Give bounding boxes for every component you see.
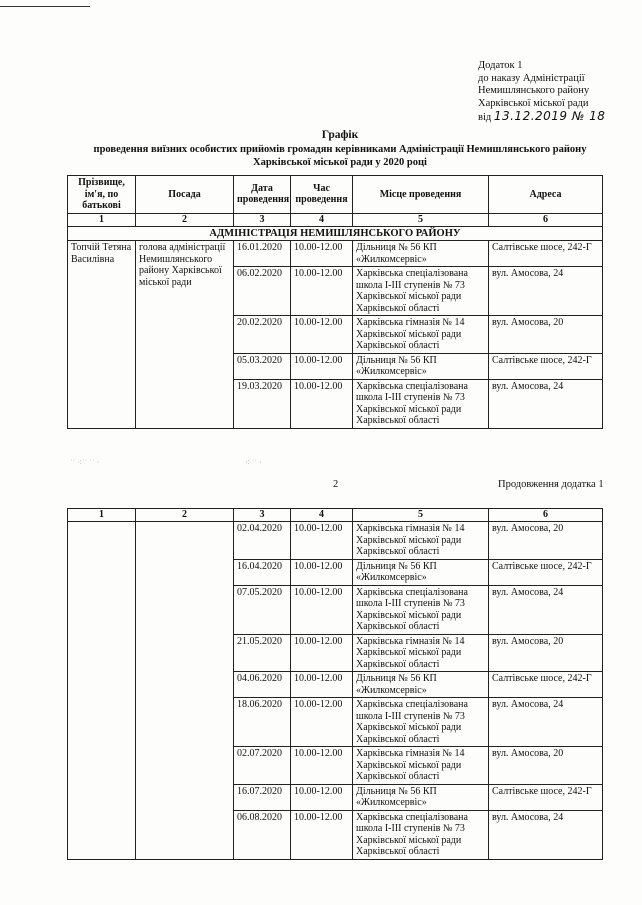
table-row [68,522,603,560]
row-date: 19.03.2020 [234,379,291,428]
column-number: 1 [68,509,136,522]
row-place: Харківська гімназія № 14 Харківської міської ради Харківської області [353,634,489,672]
scan-smudge: ⁖ ˙˙ · [245,458,262,467]
appendix-line-3: Немишлянського району [478,85,590,96]
row-address: вул. Амосова, 24 [489,698,603,747]
row-address: вул. Амосова, 24 [489,379,603,428]
column-number: 4 [291,213,353,226]
row-address: Салтівське шосе, 242-Г [489,784,603,810]
row-place: Харківська спеціалізована школа І-ІІІ ступенів № 73 Харківської міської ради Харківської області [353,267,489,316]
row-place: Дільниця № 56 КП «Жилкомсервіс» [353,353,489,379]
column-number: 3 [234,213,291,226]
person-position: голова адміністрації Немишлянського району Харківської міської ради [136,241,234,429]
row-place: Харківська гімназія № 14 Харківської міської ради Харківської області [353,316,489,354]
title-line-2: проведення виїзних особистих прийомів громадян керівниками Адміністрації Немишлянського району [93,143,587,155]
row-date: 05.03.2020 [234,353,291,379]
row-address: Салтівське шосе, 242-Г [489,353,603,379]
title-line-3: Харківської міської ради у 2020 році [253,157,427,168]
row-address: Салтівське шосе, 242-Г [489,672,603,698]
row-address: Салтівське шосе, 242-Г [489,559,603,585]
empty-position-cell [136,522,234,860]
column-number: 2 [136,213,234,226]
row-place: Дільниця № 56 КП «Жилкомсервіс» [353,241,489,267]
row-time: 10.00-12.00 [291,585,353,634]
appendix-date-prefix: від [478,112,492,123]
row-place: Харківська гімназія № 14 Харківської міської ради Харківської області [353,747,489,785]
column-number: 5 [353,213,489,226]
header-name: Прізвище, ім'я, по батькові [68,176,136,214]
row-time: 10.00-12.00 [291,698,353,747]
column-number: 6 [489,213,603,226]
page-number: 2 [333,479,339,490]
column-number: 6 [489,509,603,522]
appendix-line-4: Харківської міської ради [478,97,589,109]
row-place: Дільниця № 56 КП «Жилкомсервіс» [353,784,489,810]
schedule-table-page-1 [67,175,603,429]
column-number: 4 [291,509,353,522]
row-date: 18.06.2020 [234,698,291,747]
column-number: 5 [353,509,489,522]
row-time: 10.00-12.00 [291,810,353,859]
column-number: 3 [234,509,291,522]
row-place: Харківська гімназія № 14 Харківської міської ради Харківської області [353,522,489,560]
row-address: вул. Амосова, 20 [489,522,603,560]
header-place: Місце проведення [353,176,489,214]
appendix-reference [478,60,605,125]
row-date: 20.02.2020 [234,316,291,354]
row-date: 21.05.2020 [234,634,291,672]
row-date: 16.07.2020 [234,784,291,810]
row-time: 10.00-12.00 [291,672,353,698]
row-address: вул. Амосова, 24 [489,267,603,316]
header-time: Час проведення [291,176,353,214]
row-time: 10.00-12.00 [291,267,353,316]
row-address: вул. Амосова, 24 [489,810,603,859]
header-date: Дата проведення [234,176,291,214]
row-address: вул. Амосова, 20 [489,634,603,672]
row-date: 16.01.2020 [234,241,291,267]
row-date: 02.04.2020 [234,522,291,560]
column-number-row [68,213,603,226]
title-line-1: Графік [321,129,359,141]
row-address: вул. Амосова, 20 [489,747,603,785]
row-date: 07.05.2020 [234,585,291,634]
row-date: 06.08.2020 [234,810,291,859]
column-number: 1 [68,213,136,226]
row-place: Харківська спеціалізована школа І-ІІІ ступенів № 73 Харківської міської ради Харківської області [353,698,489,747]
row-time: 10.00-12.00 [291,241,353,267]
table-row [68,241,603,267]
row-date: 04.06.2020 [234,672,291,698]
column-number-row [68,509,603,522]
handwritten-date: 13.12.2019 № 18 [493,109,606,123]
continuation-label: Продовження додатка 1 [498,479,604,490]
row-address: Салтівське шосе, 242-Г [489,241,603,267]
column-number: 2 [136,509,234,522]
row-place: Харківська спеціалізована школа І-ІІІ ступенів № 73 Харківської міської ради Харківської області [353,379,489,428]
row-time: 10.00-12.00 [291,379,353,428]
row-time: 10.00-12.00 [291,634,353,672]
row-time: 10.00-12.00 [291,353,353,379]
section-title: АДМІНІСТРАЦІЯ НЕМИШЛЯНСЬКОГО РАЙОНУ [68,226,603,241]
row-time: 10.00-12.00 [291,747,353,785]
empty-name-cell [68,522,136,860]
row-date: 02.07.2020 [234,747,291,785]
section-row [68,226,603,241]
document-title [80,129,600,170]
appendix-date-line [478,110,605,125]
row-address: вул. Амосова, 20 [489,316,603,354]
header-position: Посада [136,176,234,214]
row-time: 10.00-12.00 [291,784,353,810]
header-address: Адреса [489,176,603,214]
scan-smudge: ˙˙ ⁖˙˙ ˙˙ · [70,458,100,467]
row-place: Дільниця № 56 КП «Жилкомсервіс» [353,559,489,585]
scan-edge-line [0,6,90,7]
row-place: Харківська спеціалізована школа І-ІІІ ступенів № 73 Харківської міської ради Харківської області [353,810,489,859]
row-time: 10.00-12.00 [291,559,353,585]
row-date: 16.04.2020 [234,559,291,585]
row-place: Дільниця № 56 КП «Жилкомсервіс» [353,672,489,698]
appendix-line-2: до наказу Адміністрації [478,72,585,84]
schedule-table-page-2 [67,508,603,860]
row-time: 10.00-12.00 [291,316,353,354]
person-name: Топчій Тетяна Василівна [68,241,136,429]
appendix-line-1: Додаток 1 [478,60,523,71]
row-place: Харківська спеціалізована школа І-ІІІ ступенів № 73 Харківської міської ради Харківської області [353,585,489,634]
row-time: 10.00-12.00 [291,522,353,560]
row-date: 06.02.2020 [234,267,291,316]
header-row [68,176,603,214]
row-address: вул. Амосова, 24 [489,585,603,634]
